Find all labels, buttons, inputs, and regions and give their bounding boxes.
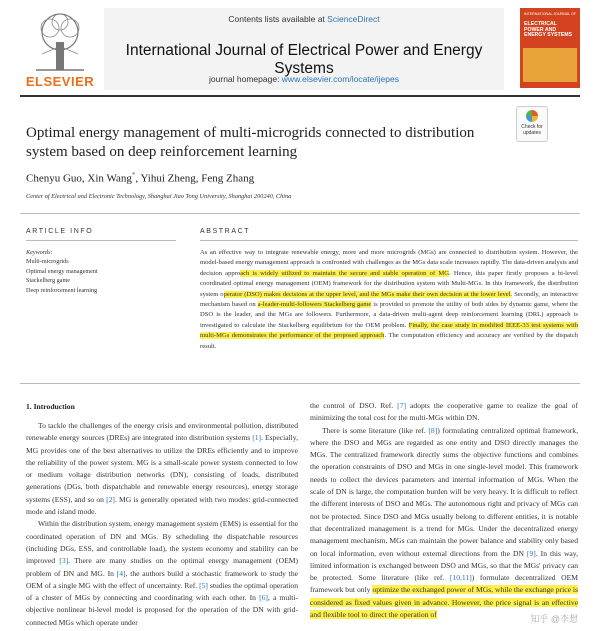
highlight: ach is widely utilized to maintain the secure and stable operation of MG bbox=[240, 269, 449, 277]
cover-image bbox=[523, 48, 577, 82]
left-column bbox=[26, 420, 298, 629]
homepage-link[interactable]: www.elsevier.com/locate/ijepes bbox=[281, 74, 399, 84]
keyword: Stackelberg game bbox=[26, 277, 71, 285]
keyword: Multi-microgrids bbox=[26, 258, 69, 266]
author-name[interactable]: Yihui Zheng bbox=[140, 172, 196, 185]
citation-link[interactable]: [3] bbox=[59, 556, 69, 566]
highlight: Finally, the case study in modified IEEE-33 test systems with multi-MGs demonstrates the performance of the proposed approach bbox=[200, 321, 578, 340]
citation-link[interactable]: [2] bbox=[106, 494, 115, 504]
sciencedirect-link[interactable]: ScienceDirect bbox=[327, 14, 380, 24]
journal-title: International Journal of Electrical Power and Energy Systems bbox=[125, 42, 483, 77]
citation-link[interactable]: [8] bbox=[428, 425, 438, 435]
citation-link[interactable]: [1] bbox=[252, 433, 262, 443]
watermark: 知乎 @李想 bbox=[530, 614, 578, 624]
highlight: perator (DSO) makes decisions at the upper level, and the MGs make their own decision at the lower level bbox=[223, 290, 511, 298]
publisher-logo bbox=[20, 6, 100, 90]
corresponding-author-mark[interactable]: * bbox=[131, 171, 136, 179]
author-name[interactable]: Xin Wang bbox=[87, 172, 132, 185]
keywords-block bbox=[26, 248, 176, 295]
article-title: Optimal energy management of multi-microgrids connected to distribution system based on deep reinforcement learning bbox=[26, 125, 475, 160]
crossmark-icon bbox=[526, 110, 538, 122]
journal-header bbox=[20, 6, 580, 90]
paragraph: To tackle the challenges of the energy crisis and environmental pollution, distributed renewable energy sources (DREs) are integrated into distribution systems [1]. Especially, MG provides one of the best alternatives to utilize the DREs efficiently and to improve the reliability of the power system. MG is a small-scale power system connected to low or medium voltage distribution networks (DN), consisting of loads, distributed generations (DGs, both dispatchable and renewable energy resources), energy storage systems (ESS), and so on [2]. MG is generally operated with two modes: grid-connected mode and island mode. bbox=[26, 421, 298, 517]
keywords-label: Keywords: bbox=[26, 249, 53, 256]
citation-link[interactable]: [5] bbox=[199, 580, 208, 590]
highlight: a-leader-multi-followers Stackelberg game bbox=[257, 301, 372, 309]
paragraph: Within the distribution system, energy management system (EMS) is essential for the coordinated operation of DN and MGs. By scheduling the dispatchable resources (including DGs, ESS, and controllable load), the system economy and stability can be improved [3]. There are many studies on the optimal energy management (OEM) problem of DN and MG. In [4], the authors build a stochastic framework to study the OEM of a single MG with the effect of uncertainty. Ref. [5] studies the optimal operation of a cluster of MGs by connecting and coordinating with each other. In [6], a multi-objective nonlinear bi-level model is proposed for the operation of the DN with grid-connected MGs which operate under bbox=[26, 519, 299, 627]
right-column bbox=[310, 400, 578, 621]
author-list: Chenyu Guo, Xin Wang*, Yihui Zheng, Feng Zhang bbox=[26, 171, 255, 185]
paragraph: the control of DSO. Ref. [7] adopts the cooperative game to realize the goal of minimizing the total cost for the multi-MGs within DN. bbox=[310, 401, 578, 423]
author-name[interactable]: Feng Zhang bbox=[201, 172, 255, 185]
cover-top-text: INTERNATIONAL JOURNAL OF bbox=[524, 12, 576, 16]
abstract-text: As an effective way to integrate renewable energy, more and more microgrids (MGs) are connected to distribution system. However, the model-based energy management approach is confronted with challenges as the MGs data scale increases rapidly. The data-driven analysis and decision approach is widely utilized to maintain the secure and stable operation of MG. Hence, this paper firstly proposes a bi-level coordinated optimal energy management (OEM) framework for the distribution system with Multi-MGs. In this framework, the distribution system operator (DSO) makes decisions at the upper level, and the MGs make their own decision at the lower level. Secondly, an interactive mechanism based on a-leader-multi-followers Stackelberg game is provided to promote the utility of both sides by dynamic game, where the DSO is the leader, and the MGs are followers. Furthermore, a data-driven multi-agent deep reinforcement learning (DRL) approach is investigated to calculate the Stackelberg equilibrium for the OEM problem. Finally, the case study in modified IEEE-33 test systems with multi-MGs demonstrates the performance of the proposed approach. The computation efficiency and accuracy are verified by the dispatch result. bbox=[200, 249, 578, 350]
journal-cover bbox=[520, 8, 580, 88]
check-for-updates-button[interactable]: Check for updates bbox=[516, 106, 548, 142]
publisher-name: ELSEVIER bbox=[25, 74, 95, 89]
journal-banner bbox=[104, 8, 504, 90]
keyword: Deep reinforcement learning bbox=[26, 286, 98, 294]
affiliation: Center of Electrical and Electronic Technology, Shanghai Jiao Tong University, Shanghai 200240, China bbox=[26, 193, 292, 200]
contents-line: Contents lists available at ScienceDirect bbox=[228, 14, 380, 24]
header-divider bbox=[20, 95, 580, 97]
paragraph: There is some literature (like ref. [8]) formulating centralized optimal framework, where the DSO and MGs are regarded as one entity and DSO directly manages the MGs. The centralized framework directly sums the objective functions and combines the operation constraints of DSO and MGs in one single-level model. This framework needs to collect the devices parameters and internal information of MGs. When the scale of DN is large, the computation burden will be very heavy. It is difficult to reflect the different interests of DSO and MGs. The autonomous right and privacy of MGs can not be protected. Since DSO and MGs usually belong to different entities, it is notable that decentralized management is a trend for MGs. Under the decentralized energy management mechanism, MGs can maintain the power balance and stability only based on local information, even without external directions from the DN [9]. In this way, limited information is exchanged between DSO and MGs, so that the MGs' privacy can be protected. Some literature (like ref. [10,11]) formulate decentralized OEM framework but only optimize the exchanged power of MGs, while the exchange price is considered as fixed values given in advance. However, the price signal is an effective and flexible tool to direct the operation of bbox=[310, 425, 578, 620]
citation-link[interactable]: [9] bbox=[526, 548, 536, 558]
abstract-divider bbox=[20, 383, 580, 384]
info-divider bbox=[20, 213, 580, 214]
abstract-heading: ABSTRACT bbox=[200, 228, 578, 241]
section-heading: 1. Introduction bbox=[26, 402, 75, 411]
citation-link[interactable]: [4] bbox=[116, 568, 126, 578]
tree-logo-icon bbox=[26, 10, 94, 72]
cover-title-text: ELECTRICAL POWER AND ENERGY SYSTEMS bbox=[524, 21, 573, 39]
keyword: Optimal energy management bbox=[26, 267, 98, 275]
citation-link[interactable]: [6] bbox=[259, 593, 268, 603]
article-info-heading: ARTICLE INFO bbox=[26, 228, 176, 241]
author-name[interactable]: Chenyu Guo bbox=[26, 172, 82, 185]
homepage-line: journal homepage: www.elsevier.com/locate/ijepes bbox=[209, 74, 399, 84]
citation-link[interactable]: [10,11] bbox=[449, 573, 472, 583]
highlight: optimize the exchanged power of MGs, while the exchange price is considered as fixed values given in advance. However, the price signal is an effective and flexible tool to direct the operation of bbox=[310, 585, 578, 620]
citation-link[interactable]: [7] bbox=[397, 401, 407, 410]
